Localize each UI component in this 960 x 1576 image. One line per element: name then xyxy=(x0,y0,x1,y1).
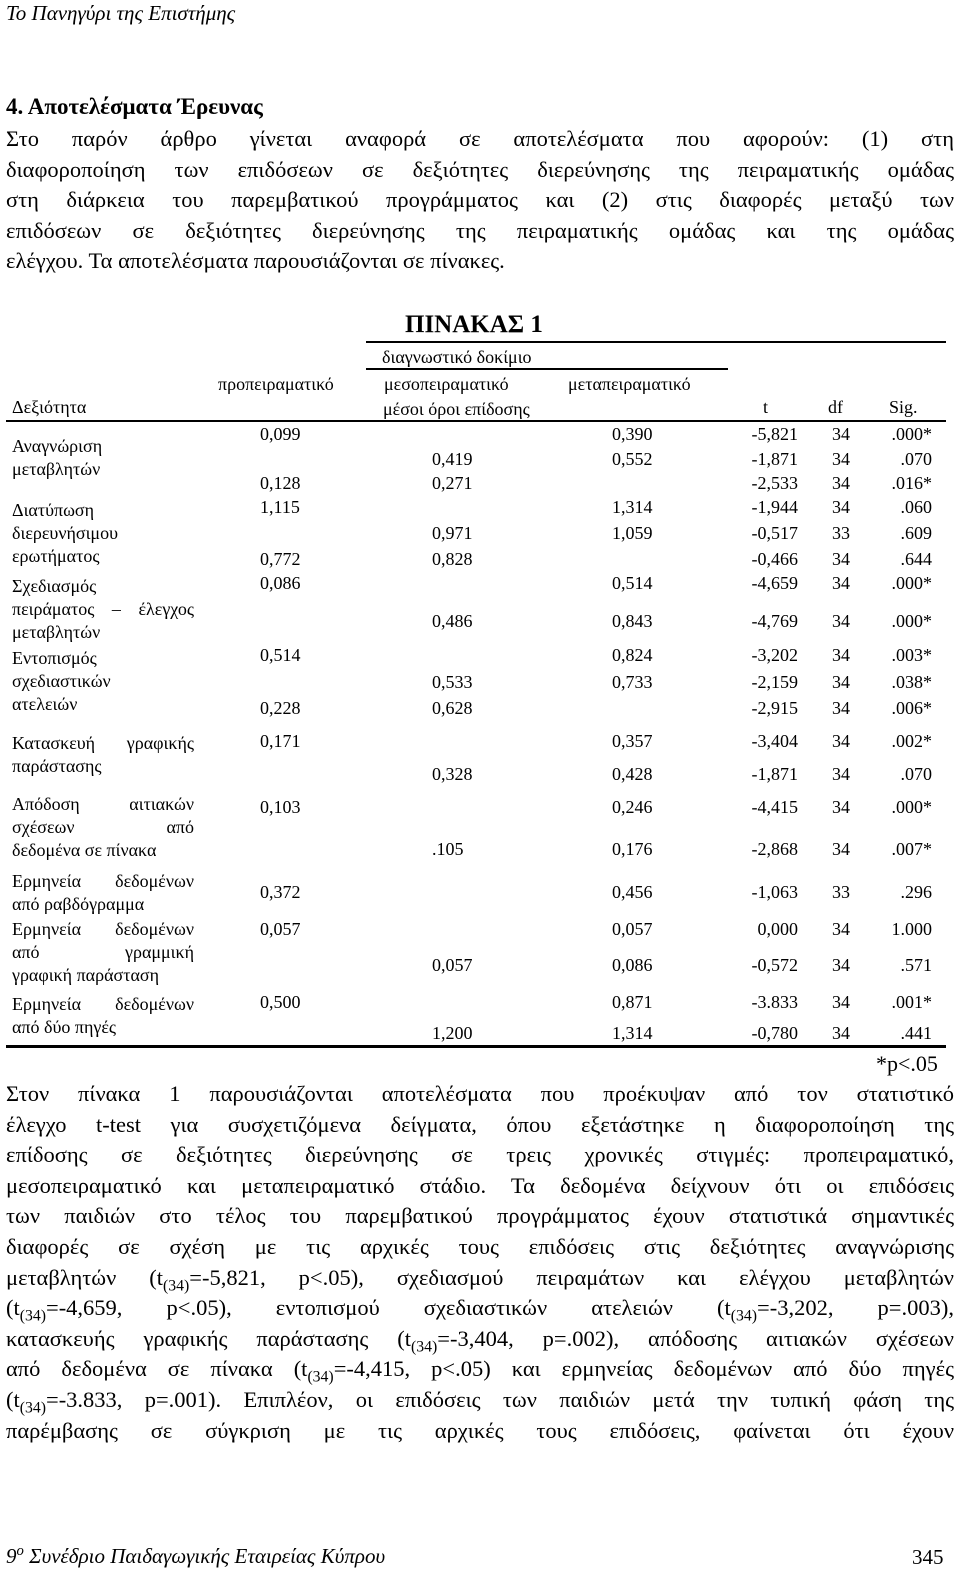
cell-mid: 0,628 xyxy=(432,698,473,718)
cell-post: 0,057 xyxy=(612,919,653,939)
results-line xyxy=(6,1354,954,1385)
cell-t: -5,821 xyxy=(751,424,798,444)
cell-sig: .441 xyxy=(900,1023,932,1043)
cell-df: 34 xyxy=(832,611,850,631)
cell-pre: 0,057 xyxy=(260,919,301,939)
skill-label-line: σχέσεων από xyxy=(12,817,194,837)
text-run: =-3.833, p=.001). Επιπλέον, οι επιδόσεις των παιδιών μετά την τυπική φάση της xyxy=(46,1386,954,1412)
text-run: (t xyxy=(6,1295,20,1321)
subscript: (34) xyxy=(730,1307,758,1325)
subscript: (34) xyxy=(163,1277,190,1295)
intro-line: στη διάρκεια του παρεμβατικού προγράμματος και (2) στις διαφορές μεταξύ των xyxy=(6,187,954,213)
skill-label-line: Ερμηνεία δεδομένων xyxy=(12,871,194,891)
cell-mid: 0,828 xyxy=(432,549,473,569)
skill-label-line: Διατύπωση xyxy=(12,500,95,520)
cell-sig: .000* xyxy=(891,424,932,444)
cell-t: -2,915 xyxy=(751,698,798,718)
footer-number: 9 xyxy=(6,1544,17,1568)
results-line: έλεγχο t-test για συσχετιζόμενα δείγματα, όπου εξετάστηκε η διαφοροποίηση της xyxy=(6,1111,954,1137)
col-post: μεταπειραματικό xyxy=(568,374,691,394)
cell-t: -1,871 xyxy=(751,764,798,784)
skill-label xyxy=(12,647,194,716)
cell-df: 34 xyxy=(832,992,850,1012)
cell-pre: 1,115 xyxy=(260,497,300,517)
intro-line: διαφοροποίηση των επιδόσεων σε δεξιότητες διερεύνησης της πειραματικής ομάδας xyxy=(6,156,954,182)
cell-df: 34 xyxy=(832,424,850,444)
group-rule xyxy=(366,368,728,370)
col-pre: προπειραματικό xyxy=(218,374,334,394)
results-line: των παιδιών στο τέλος του παρεμβατικού προγράμματος έχουν στατιστικά σημαντικές xyxy=(6,1203,954,1229)
cell-sig: .609 xyxy=(900,523,932,543)
skill-label xyxy=(12,793,194,862)
cell-sig: .003* xyxy=(891,645,932,665)
cell-t: -0,780 xyxy=(751,1023,798,1043)
cell-df: 34 xyxy=(832,919,850,939)
cell-post: 0,552 xyxy=(612,449,653,469)
results-line xyxy=(6,1385,954,1416)
intro-line: Στο παρόν άρθρο γίνεται αναφορά σε αποτελέσματα που αφορούν: (1) στη xyxy=(6,126,954,151)
skill-label-line: Σχεδιασμός xyxy=(12,576,97,596)
cell-post: 1,314 xyxy=(612,497,653,517)
results-line: διαφορές σε σχέση με τις αρχικές τους επιδόσεις στις δεξιότητες αναγνώρισης xyxy=(6,1233,954,1259)
cell-df: 34 xyxy=(832,955,850,975)
cell-sig: .070 xyxy=(900,764,932,784)
results-line xyxy=(6,1293,954,1324)
text-run: =-3,202, p=.003), xyxy=(757,1295,954,1321)
cell-post: 1,059 xyxy=(612,523,653,543)
cell-pre: 0,514 xyxy=(260,645,301,665)
cell-t: -3,202 xyxy=(751,645,798,665)
results-line: επίδοσης σε δεξιότητες διερεύνησης σε τρεις χρονικές στιγμές: προπειραματικό, xyxy=(6,1142,954,1168)
cell-mid: 1,200 xyxy=(432,1023,473,1043)
skill-label-line: ατελειών xyxy=(12,694,78,714)
cell-pre: 0,099 xyxy=(260,424,301,444)
table-top-rule xyxy=(366,341,946,343)
text-run: =-3,404, p=.002), απόδοσης αιτιακών σχέσεων xyxy=(437,1325,954,1351)
cell-df: 34 xyxy=(832,473,850,493)
skill-label xyxy=(12,993,194,1039)
skill-label xyxy=(12,870,194,916)
skill-label-line: σχεδιαστικών xyxy=(12,671,111,691)
intro-paragraph xyxy=(6,124,954,277)
cell-post: 0,246 xyxy=(612,797,653,817)
intro-line: επιδόσεων σε δεξιότητες διερεύνησης της πειραματικής ομάδας και της ομάδας xyxy=(6,217,954,243)
skill-label-line: από δύο πηγές xyxy=(12,1017,117,1037)
cell-t: -4,659 xyxy=(751,573,798,593)
cell-df: 34 xyxy=(832,549,850,569)
cell-sig: .060 xyxy=(900,497,932,517)
skill-label-line: Ερμηνεία δεδομένων xyxy=(12,919,194,939)
running-header: Το Πανηγύρι της Επιστήμης xyxy=(6,1,236,25)
col-t: t xyxy=(763,397,769,417)
cell-df: 34 xyxy=(832,731,850,751)
cell-mid: 0,486 xyxy=(432,611,473,631)
cell-mid: 0,419 xyxy=(432,449,473,469)
cell-t: -1,871 xyxy=(751,449,798,469)
cell-sig: .000* xyxy=(891,573,932,593)
skill-label-line: δεδομένα σε πίνακα xyxy=(12,840,157,860)
text-run: κατασκευής γραφικής παράστασης (t xyxy=(6,1325,412,1351)
skill-label-line: μεταβλητών xyxy=(12,459,101,479)
col-df: df xyxy=(828,397,843,417)
cell-sig: .007* xyxy=(891,839,932,859)
cell-t: -1,944 xyxy=(751,497,798,517)
cell-pre: 0,228 xyxy=(260,698,301,718)
cell-sig: .016* xyxy=(891,473,932,493)
cell-sig: .038* xyxy=(891,672,932,692)
skill-label-line: γραφική παράσταση xyxy=(12,965,159,985)
cell-sig: .000* xyxy=(891,611,932,631)
skill-label-line: Αναγνώριση xyxy=(12,436,103,456)
cell-mid: 0,271 xyxy=(432,473,473,493)
cell-pre: 0,128 xyxy=(260,473,301,493)
cell-t: 0,000 xyxy=(757,919,798,939)
table-bottom-rule xyxy=(6,1045,946,1048)
cell-sig: .296 xyxy=(900,882,932,902)
results-line xyxy=(6,1263,954,1294)
cell-mid: 0,971 xyxy=(432,523,473,543)
cell-df: 34 xyxy=(832,449,850,469)
results-paragraph xyxy=(6,1079,954,1446)
skill-label-line: διερευνήσιμου xyxy=(12,523,118,543)
col-skill: Δεξιότητα xyxy=(12,397,87,417)
results-line xyxy=(6,1324,954,1355)
cell-t: -2,533 xyxy=(751,473,798,493)
subscript: (34) xyxy=(19,1307,46,1325)
cell-mid: 0,057 xyxy=(432,955,473,975)
cell-post: 1,314 xyxy=(612,1023,653,1043)
cell-sig: .644 xyxy=(900,549,932,569)
cell-mid: .105 xyxy=(432,839,464,859)
subscript: (34) xyxy=(411,1338,438,1356)
group-header: διαγνωστικό δοκίμιο xyxy=(382,347,532,367)
results-line: Στον πίνακα 1 παρουσιάζονται αποτελέσματα που προέκυψαν από τον στατιστικό xyxy=(6,1081,954,1106)
cell-df: 34 xyxy=(832,764,850,784)
cell-sig: .001* xyxy=(891,992,932,1012)
cell-df: 34 xyxy=(832,1023,850,1043)
text-run: από δεδομένα σε πίνακα (t xyxy=(6,1356,308,1382)
cell-df: 34 xyxy=(832,672,850,692)
cell-pre: 0,171 xyxy=(260,731,301,751)
skill-label-line: Κατασκευή γραφικής xyxy=(12,733,194,753)
skill-label-line: από γραμμική xyxy=(12,942,194,962)
skill-label xyxy=(12,575,194,644)
cell-t: -4,769 xyxy=(751,611,798,631)
significance-note: *p<.05 xyxy=(876,1051,938,1076)
cell-df: 34 xyxy=(832,698,850,718)
cell-df: 34 xyxy=(832,497,850,517)
skill-label-line: μεταβλητών xyxy=(12,622,101,642)
cell-post: 0,428 xyxy=(612,764,653,784)
cell-post: 0,086 xyxy=(612,955,653,975)
cell-t: -1,063 xyxy=(751,882,798,902)
cell-sig: .002* xyxy=(891,731,932,751)
subscript: (34) xyxy=(307,1368,334,1386)
skill-label xyxy=(12,732,194,778)
skill-label-line: ερωτήματος xyxy=(12,546,100,566)
page-number: 345 xyxy=(912,1545,944,1569)
cell-df: 34 xyxy=(832,797,850,817)
cell-sig: .006* xyxy=(891,698,932,718)
cell-sig: 1.000 xyxy=(891,919,932,939)
footer-text: Συνέδριο Παιδαγωγικής Εταιρείας Κύπρου xyxy=(23,1544,386,1568)
skill-label-line: πειράματος – έλεγχος xyxy=(12,599,194,619)
cell-t: -4,415 xyxy=(751,797,798,817)
cell-t: -2,159 xyxy=(751,672,798,692)
subscript: (34) xyxy=(19,1399,46,1417)
cell-post: 0,357 xyxy=(612,731,653,751)
cell-df: 34 xyxy=(832,645,850,665)
skill-label-line: από ραβδόγραμμα xyxy=(12,894,145,914)
text-run: =-5,821, p<.05), σχεδιασμού πειραμάτων και ελέγχου μεταβλητών xyxy=(189,1264,954,1290)
cell-pre: 0,103 xyxy=(260,797,301,817)
cell-t: -0,517 xyxy=(751,523,798,543)
cell-df: 33 xyxy=(832,882,850,902)
cell-post: 0,456 xyxy=(612,882,653,902)
cell-mid: 0,328 xyxy=(432,764,473,784)
running-footer xyxy=(6,1543,385,1569)
cell-pre: 0,500 xyxy=(260,992,301,1012)
text-run: =-4,415, p<.05) και ερμηνείας δεδομένων από δύο πηγές xyxy=(333,1356,954,1382)
skill-label xyxy=(12,918,194,987)
results-line: μεσοπειραματικό και μεταπειραματικό στάδιο. Τα δεδομένα δείχνουν ότι οι επιδόσεις xyxy=(6,1172,954,1198)
cell-post: 0,514 xyxy=(612,573,653,593)
cell-post: 0,733 xyxy=(612,672,653,692)
skill-label xyxy=(12,435,194,481)
cell-sig: .000* xyxy=(891,797,932,817)
col-mid: μεσοπειραματικό xyxy=(384,374,509,394)
cell-df: 34 xyxy=(832,839,850,859)
header-rule xyxy=(6,420,946,422)
cell-post: 0,824 xyxy=(612,645,653,665)
skill-label-line: Εντοπισμός xyxy=(12,648,97,668)
text-run: μεταβλητών (t xyxy=(6,1264,164,1290)
col-means: μέσοι όροι επίδοσης xyxy=(383,399,530,419)
cell-t: -3.833 xyxy=(751,992,798,1012)
text-run: (t xyxy=(6,1386,20,1412)
footer-superscript: ο xyxy=(16,1543,24,1559)
cell-pre: 0,086 xyxy=(260,573,301,593)
text-run: =-4,659, p<.05), εντοπισμού σχεδιαστικών ατελειών (t xyxy=(46,1295,731,1321)
skill-label xyxy=(12,499,194,568)
cell-t: -0,572 xyxy=(751,955,798,975)
cell-pre: 0,372 xyxy=(260,882,301,902)
cell-t: -2,868 xyxy=(751,839,798,859)
table-title: ΠΙΝΑΚΑΣ 1 xyxy=(405,311,543,338)
cell-post: 0,843 xyxy=(612,611,653,631)
cell-t: -0,466 xyxy=(751,549,798,569)
cell-t: -3,404 xyxy=(751,731,798,751)
cell-post: 0,871 xyxy=(612,992,653,1012)
cell-df: 33 xyxy=(832,523,850,543)
cell-post: 0,176 xyxy=(612,839,653,859)
cell-sig: .070 xyxy=(900,449,932,469)
cell-df: 34 xyxy=(832,573,850,593)
cell-sig: .571 xyxy=(900,955,932,975)
results-line: παρέμβασης σε σύγκριση με τις αρχικές τους επιδόσεις, φαίνεται ότι έχουν xyxy=(6,1417,954,1443)
skill-label-line: παράστασης xyxy=(12,756,102,776)
cell-mid: 0,533 xyxy=(432,672,473,692)
col-sig: Sig. xyxy=(889,397,918,417)
skill-label-line: Απόδοση αιτιακών xyxy=(12,794,194,814)
cell-post: 0,390 xyxy=(612,424,653,444)
skill-label-line: Ερμηνεία δεδομένων xyxy=(12,994,194,1014)
section-title: 4. Αποτελέσματα Έρευνας xyxy=(6,94,263,119)
cell-pre: 0,772 xyxy=(260,549,301,569)
intro-line: ελέγχου. Τα αποτελέσματα παρουσιάζονται σε πίνακες. xyxy=(6,248,505,274)
